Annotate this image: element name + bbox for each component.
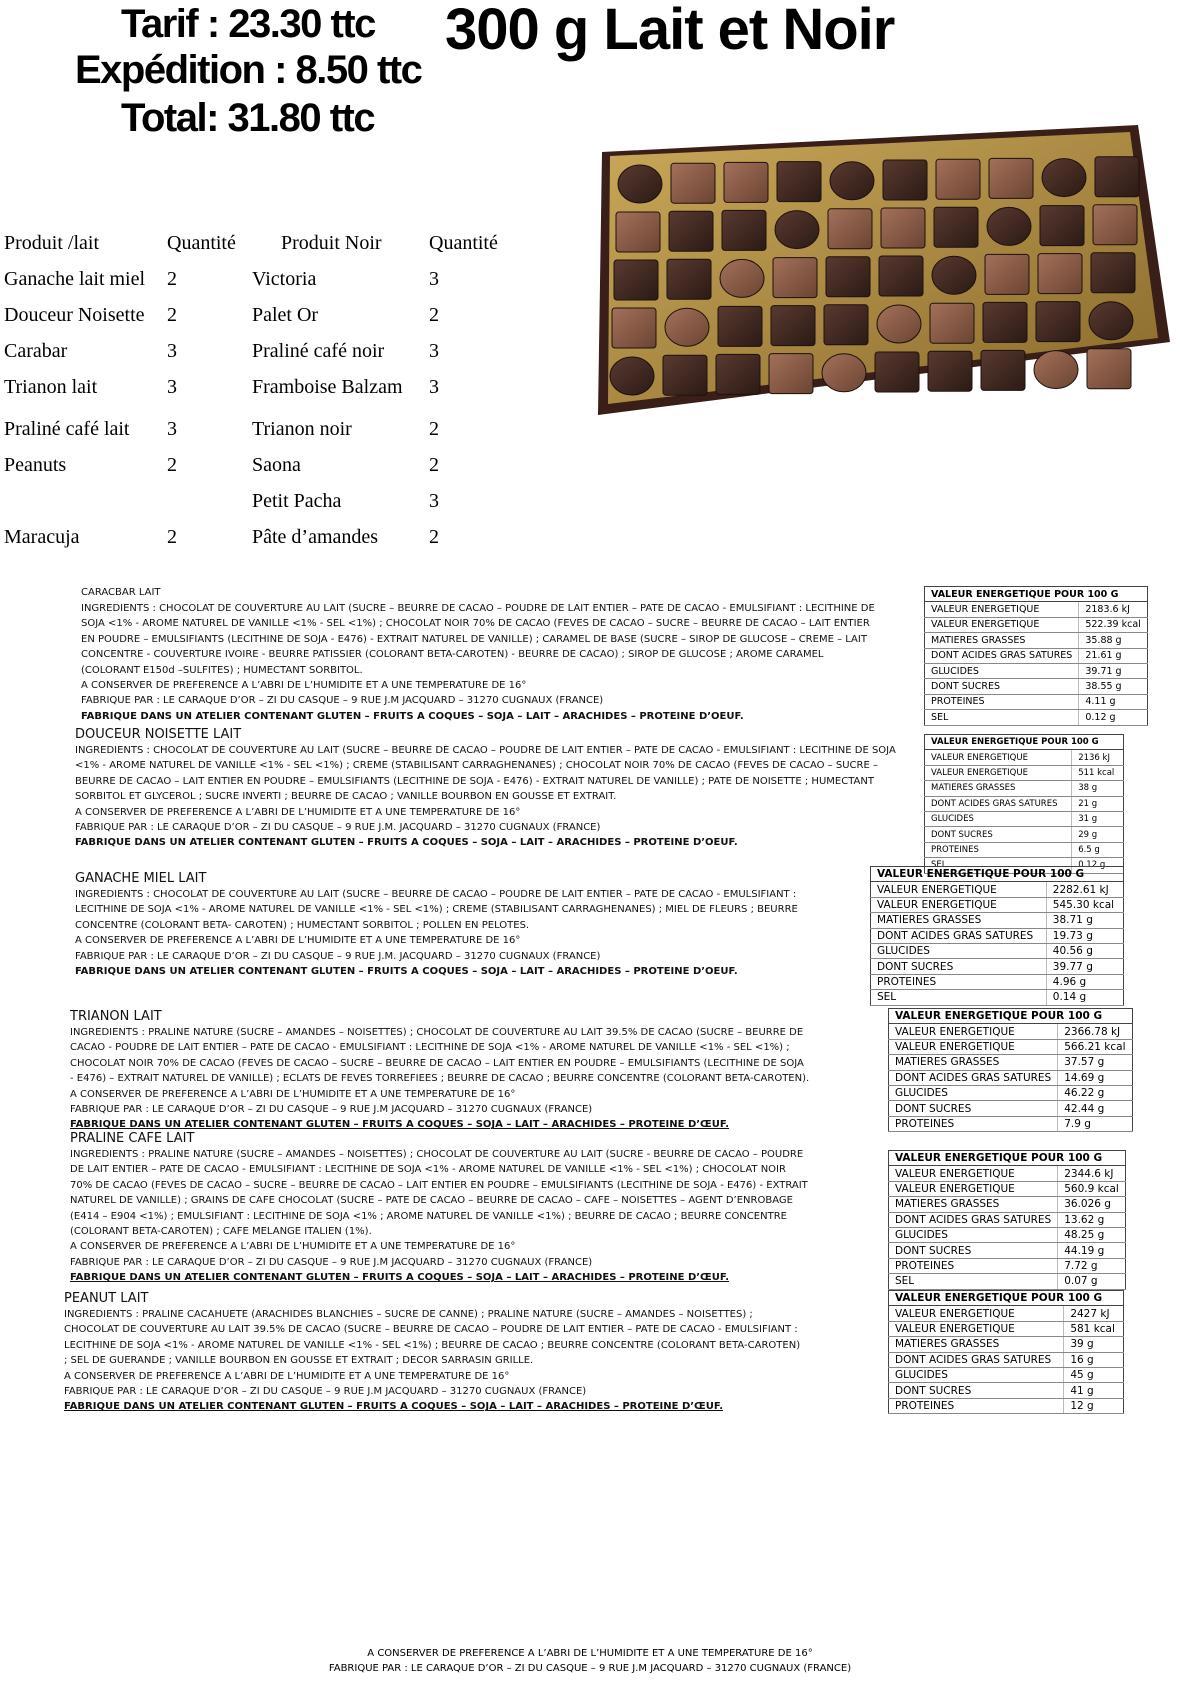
nutrition-row [889,1227,1126,1242]
nutrition-row [889,1383,1124,1398]
block-conserve: A CONSERVER DE PREFERENCE A L’ABRI DE L’HUMIDITE ET A UNE TEMPERATURE DE 16° [75,935,521,947]
nutrition-row [871,882,1124,897]
nutrient-label: VALEUR ENERGETIQUE [925,602,1079,617]
chocolate-piece [718,306,762,346]
nutrition-row [889,1321,1124,1336]
nutrition-row [889,1085,1133,1100]
chocolate-piece [822,354,866,392]
nutrient-value: 7.9 g [1058,1116,1132,1131]
nutrient-label: DONT SUCRES [871,959,1047,974]
nutrient-label: MATIERES GRASSES [889,1337,1064,1352]
chocolate-piece [981,350,1025,390]
nutrition-row [925,663,1148,678]
nutrient-value: 38.55 g [1079,679,1147,694]
nutrition-header [889,1151,1126,1166]
header-produit-noir: Produit Noir [281,232,382,254]
nutrient-label: DONT ACIDES GRAS SATURES [925,796,1072,811]
nutrient-value: 0.07 g [1058,1274,1126,1289]
nutrient-value: 2136 kJ [1072,750,1124,765]
nutrient-label: DONT SUCRES [889,1101,1058,1116]
chocolate-piece [663,355,707,395]
nutrition-row [889,1352,1124,1367]
chocolate-piece [716,354,760,394]
nutrition-row [889,1306,1124,1321]
nutrient-value: 21.61 g [1079,648,1147,663]
noir-qty: 3 [429,376,439,398]
chocolate-piece [671,163,715,203]
nutrient-value: 12 g [1064,1398,1124,1413]
nutrient-value: 35.88 g [1079,633,1147,648]
nutrition-row [925,842,1124,857]
nutrient-value: 0.12 g [1072,858,1124,873]
nutrient-label: MATIERES GRASSES [889,1197,1058,1212]
nutrient-value: 13.62 g [1058,1212,1126,1227]
nutrient-label: PROTEINES [889,1116,1058,1131]
nutrient-value: 31 g [1072,811,1124,826]
nutrition-header-label: VALEUR ENERGETIQUE POUR 100 G [889,1291,1124,1306]
nutrition-header-label: VALEUR ENERGETIQUE POUR 100 G [871,867,1124,882]
block-atelier: FABRIQUE DANS UN ATELIER CONTENANT GLUTEN – FRUITS A COQUES – SOJA – LAIT – ARACHIDES – PROTEINE D’OEUF. [75,966,738,978]
chocolate-piece [614,260,658,300]
block-fabrique: FABRIQUE PAR : LE CARAQUE D’OR – ZI DU CASQUE – 9 RUE J.M JACQUARD – 31270 CUGNAUX (FRANCE) [70,1256,593,1268]
nutrition-row [871,913,1124,928]
nutrient-label: DONT ACIDES GRAS SATURES [889,1352,1064,1367]
chocolate-piece [610,357,654,395]
footer [0,1646,1180,1676]
chocolate-piece [1095,157,1139,197]
nutrition-row [925,811,1124,826]
chocolate-piece [826,257,870,297]
chocolate-piece [669,211,713,251]
nutrient-label: VALEUR ENERGETIQUE [889,1306,1064,1321]
nutrition-row [871,928,1124,943]
nutrition-header [925,735,1124,750]
nutrient-label: VALEUR ENERGETIQUE [925,617,1079,632]
block-title: DOUCEUR NOISETTE LAIT [75,727,242,742]
nutrition-row [889,1367,1124,1382]
trianon-block [70,1008,810,1133]
lait-qty: 3 [167,418,177,440]
chocolate-piece [879,256,923,296]
nutrient-value: 6.5 g [1072,842,1124,857]
footer-conserve: A CONSERVER DE PREFERENCE A L’ABRI DE L’HUMIDITE ET A UNE TEMPERATURE DE 16° [367,1648,813,1659]
noir-qty: 2 [429,304,439,326]
nutrient-label: MATIERES GRASSES [871,913,1047,928]
chocolate-piece [773,258,817,298]
lait-name: Maracuja [4,526,80,548]
nutrient-label: SEL [925,858,1072,873]
block-atelier: FABRIQUE DANS UN ATELIER CONTENANT GLUTEN – FRUITS A COQUES – SOJA – LAIT – ARACHIDES – PROTEINE D’OEUF. [75,837,738,849]
lait-qty: 2 [167,526,177,548]
chocolate-piece [936,159,980,199]
chocolate-piece [1038,254,1082,294]
chocolate-piece [881,208,925,248]
chocolate-piece [987,207,1031,245]
nutrition-table [888,1290,1124,1414]
nutrient-value: 4.11 g [1079,694,1147,709]
lait-name: Ganache lait miel [4,268,146,290]
nutrient-value: 37.57 g [1058,1055,1132,1070]
nutrient-value: 16 g [1064,1352,1124,1367]
nutrition-table [870,866,1124,1006]
chocolate-piece [720,259,764,297]
nutrient-label: VALEUR ENERGETIQUE [889,1166,1058,1181]
nutrition-row [925,633,1148,648]
footer-fabrique: FABRIQUE PAR : LE CARAQUE D’OR – ZI DU CASQUE – 9 RUE J.M JACQUARD – 31270 CUGNAUX (FRANCE) [328,1663,852,1674]
chocolate-piece [1034,351,1078,389]
lait-name: Trianon lait [4,376,98,398]
nutrient-value: 38.71 g [1046,913,1123,928]
noir-name: Petit Pacha [252,490,342,512]
block-title: CARACBAR LAIT [81,587,161,598]
nutrient-label: DONT SUCRES [889,1383,1064,1398]
header-produit-lait: Produit /lait [4,232,99,254]
block-title: TRIANON LAIT [70,1009,162,1024]
nutrient-value: 581 kcal [1064,1321,1124,1336]
chocolate-piece [724,162,768,202]
nutrition-row [889,1070,1133,1085]
nutrient-value: 38 g [1072,781,1124,796]
block-title: GANACHE MIEL LAIT [75,871,207,886]
chocolate-piece [722,210,766,250]
nutrient-value: 545.30 kcal [1046,897,1123,912]
nutrient-label: VALEUR ENERGETIQUE [889,1181,1058,1196]
nutrient-label: MATIERES GRASSES [889,1055,1058,1070]
chocolate-piece [1087,349,1131,389]
nutrient-label: GLUCIDES [889,1085,1058,1100]
chocolate-piece [1042,159,1086,197]
nutrient-value: 0.12 g [1079,710,1147,725]
lait-name: Douceur Noisette [4,304,145,326]
nutrition-header-label: VALEUR ENERGETIQUE POUR 100 G [925,735,1124,750]
nutrient-label: PROTEINES [925,842,1072,857]
nutrient-value: 39.77 g [1046,959,1123,974]
chocolate-piece [877,305,921,343]
block-atelier: FABRIQUE DANS UN ATELIER CONTENANT GLUTEN – FRUITS A COQUES – SOJA – LAIT – ARACHIDES – PROTEINE D’ŒUF. [70,1272,729,1284]
nutrient-label: GLUCIDES [889,1367,1064,1382]
chocolate-piece [777,162,821,202]
nutrition-table [888,1150,1126,1290]
noir-name: Palet Or [252,304,319,326]
nutrition-header [889,1291,1124,1306]
nutrient-label: GLUCIDES [871,943,1047,958]
carabar-block [81,584,881,724]
nutrient-label: GLUCIDES [925,811,1072,826]
total-line: Total: 31.80 ttc [121,96,375,140]
nutrition-row [889,1101,1133,1116]
chocolate-piece [1089,302,1133,340]
nutrition-row [871,943,1124,958]
noir-qty: 3 [429,340,439,362]
chocolate-piece [1091,253,1135,293]
nutrition-table [924,734,1124,874]
block-ingredients: INGREDIENTS : CHOCOLAT DE COUVERTURE AU LAIT (SUCRE – BEURRE DE CACAO – POUDRE DE LAIT ENTIER – PATE DE CACAO - EMULSIFIANT : LECITHINE DE SOJA <1% - AROME NATUREL DE VANILLE <1% - SEL <1%) ; CHOCOLAT NOIR 70% DE CACAO (FEVES DE CACAO – SUCRE – BEURRE DE CACAO – LAIT ENTIER EN POUDRE – EMULSIFIANTS (LECITHINE DE SOJA - E476) - EXTRAIT NATUREL DE VANILLE) ; CARAMEL DE BASE (SUCRE – SIROP DE GLUCOSE – CREME – LAIT CONCENTRE - COUVERTURE IVOIRE - BEURRE PATISSIER (COLORANT BETA-CAROTEN) - BEURRE DE CACAO) ; SIROP DE GLUCOSE ; AROME CARAMEL (COLORANT E150d –SULFITES) ; HUMECTANT SORBITOL. [81,603,875,676]
nutrient-value: 29 g [1072,827,1124,842]
chocolate-piece [775,211,819,249]
nutrition-row [889,1181,1126,1196]
nutrition-header-label: VALEUR ENERGETIQUE POUR 100 G [889,1009,1133,1024]
tarif-line: Tarif : 23.30 ttc [121,2,375,46]
lait-qty: 2 [167,268,177,290]
chocolate-piece [769,354,813,394]
block-fabrique: FABRIQUE PAR : LE CARAQUE D’OR – ZI DU CASQUE – 9 RUE J.M. JACQUARD – 31270 CUGNAUX (FRANCE) [75,950,601,962]
nutrition-row [889,1166,1126,1181]
nutrient-label: DONT SUCRES [925,679,1079,694]
nutrient-label: SEL [925,710,1079,725]
lait-name: Peanuts [4,454,67,476]
nutrient-value: 566.21 kcal [1058,1039,1132,1054]
nutrition-row [925,827,1124,842]
chocolate-piece [875,352,919,392]
lait-name: Praliné café lait [4,418,130,440]
chocolate-piece [667,259,711,299]
nutrition-header [871,867,1124,882]
nutrition-row [925,617,1148,632]
nutrient-label: SEL [889,1274,1058,1289]
nutrient-label: VALEUR ENERGETIQUE [871,897,1047,912]
nutrient-value: 2427 kJ [1064,1306,1124,1321]
peanut-block [64,1290,804,1415]
lait-qty: 2 [167,304,177,326]
nutrition-row [925,796,1124,811]
nutrient-value: 39 g [1064,1337,1124,1352]
chocolate-piece [1040,206,1084,246]
nutrition-header-label: VALEUR ENERGETIQUE POUR 100 G [889,1151,1126,1166]
block-conserve: A CONSERVER DE PREFERENCE A L’ABRI DE L’HUMIDITE ET A UNE TEMPERATURE DE 16° [70,1088,516,1100]
nutrient-label: GLUCIDES [889,1227,1058,1242]
chocolate-piece [824,305,868,345]
nutrition-row [925,781,1124,796]
chocolate-piece [771,306,815,346]
nutrition-row [889,1116,1133,1131]
nutrition-header [925,587,1148,602]
praline-block [70,1130,810,1286]
block-fabrique: FABRIQUE PAR : LE CARAQUE D’OR – ZI DU CASQUE – 9 RUE J.M JACQUARD – 31270 CUGNAUX (FRANCE) [64,1386,587,1398]
nutrient-value: 14.69 g [1058,1070,1132,1085]
nutrition-row [889,1197,1126,1212]
block-conserve: A CONSERVER DE PREFERENCE A L’ABRI DE L’HUMIDITE ET A UNE TEMPERATURE DE 16° [81,680,527,692]
noir-name: Pâte d’amandes [252,526,379,548]
page-title: 300 g Lait et Noir [445,0,895,62]
nutrition-header [889,1009,1133,1024]
block-atelier: FABRIQUE DANS UN ATELIER CONTENANT GLUTEN – FRUITS A COQUES – SOJA – LAIT – ARACHIDES – PROTEINE D’ŒUF. [64,1401,723,1413]
header-quantite-noir: Quantité [429,232,498,254]
nutrition-row [889,1243,1126,1258]
nutrient-label: PROTEINES [871,974,1047,989]
nutrition-row [871,959,1124,974]
block-atelier: FABRIQUE DANS UN ATELIER CONTENANT GLUTEN – FRUITS A COQUES – SOJA – LAIT – ARACHIDES – PROTEINE D’OEUF. [81,710,744,722]
block-conserve: A CONSERVER DE PREFERENCE A L’ABRI DE L’HUMIDITE ET A UNE TEMPERATURE DE 16° [64,1370,510,1382]
chocolate-piece [1036,302,1080,342]
header-quantite-lait: Quantité [167,232,236,254]
lait-qty: 2 [167,454,177,476]
nutrient-value: 21 g [1072,796,1124,811]
noir-name: Praliné café noir [252,340,385,362]
chocolate-piece [616,212,660,252]
nutrition-row [889,1274,1126,1289]
nutrient-label: VALEUR ENERGETIQUE [889,1039,1058,1054]
chocolate-piece [928,351,972,391]
nutrition-row [889,1055,1133,1070]
nutrition-row [925,710,1148,725]
block-fabrique: FABRIQUE PAR : LE CARAQUE D’OR – ZI DU CASQUE – 9 RUE J.M JACQUARD – 31270 CUGNAUX (FRANCE) [70,1104,593,1116]
noir-name: Trianon noir [252,418,352,440]
block-ingredients: INGREDIENTS : PRALINE CACAHUETE (ARACHIDES BLANCHIES – SUCRE DE CANNE) ; PRALINE NATURE (SUCRE – AMANDES – NOISETTES) ; CHOCOLAT DE COUVERTURE AU LAIT 39.5% DE CACAO (SUCRE – BEURRE DE CACAO – POUDRE DE LAIT ENTIER – PATE DE CACAO - EMULSIFIANT : LECITHINE DE SOJA <1% - AROME NATUREL DE VANILLE <1% - SEL <1%) ; BEURRE DE CACAO ; BEURRE CONCENTRE (COLORANT BETA-CAROTEN) ; SEL DE GUERANDE ; VANILLE BOURBON EN GOUSSE ET EXTRAIT ; DECOR SARRASIN GRILLE. [64,1309,801,1367]
nutrition-row [925,765,1124,780]
chocolate-piece [985,254,1029,294]
block-atelier: FABRIQUE DANS UN ATELIER CONTENANT GLUTEN – FRUITS A COQUES – SOJA – LAIT – ARACHIDES – PROTEINE D’ŒUF. [70,1119,729,1131]
block-conserve: A CONSERVER DE PREFERENCE A L’ABRI DE L’HUMIDITE ET A UNE TEMPERATURE DE 16° [70,1241,516,1253]
nutrient-value: 7.72 g [1058,1258,1126,1273]
chocolate-piece [930,303,974,343]
block-ingredients: INGREDIENTS : CHOCOLAT DE COUVERTURE AU LAIT (SUCRE – BEURRE DE CACAO – POUDRE DE LAIT ENTIER – PATE DE CACAO - EMULSIFIANT : LECITHINE DE SOJA <1% - AROME NATUREL DE VANILLE <1% - SEL <1%) ; CREME (STABILISANT CARRAGHENANES) ; CHOCOLAT NOIR 70% DE CACAO (FEVES DE CACAO – SUCRE – BEURRE DE CACAO – LAIT ENTIER EN POUDRE – EMULSIFIANTS (LECITHINE DE SOJA - E476) - EXTRAIT NATUREL DE VANILLE) ; PATE DE NOISETTE ; HUMECTANT SORBITOL ET GLYCEROL ; SUCRE INVERTI ; BEURRE DE CACAO ; VANILLE BOURBON EN GOUSSE ET EXTRAIT. [75,745,896,803]
nutrient-value: 46.22 g [1058,1085,1132,1100]
block-title: PEANUT LAIT [64,1291,149,1306]
nutrition-row [889,1024,1133,1039]
noir-qty: 3 [429,490,439,512]
nutrient-value: 2282.61 kJ [1046,882,1123,897]
chocolate-piece [989,158,1033,198]
nutrient-label: PROTEINES [889,1398,1064,1413]
block-fabrique: FABRIQUE PAR : LE CARAQUE D’OR – ZI DU CASQUE – 9 RUE J.M JACQUARD – 31270 CUGNAUX (FRANCE) [81,695,604,707]
nutrient-label: DONT ACIDES GRAS SATURES [925,648,1079,663]
chocolate-piece [883,160,927,200]
noir-qty: 2 [429,454,439,476]
nutrient-label: PROTEINES [889,1258,1058,1273]
nutrient-label: DONT ACIDES GRAS SATURES [889,1070,1058,1085]
nutrition-row [889,1212,1126,1227]
nutrient-label: VALEUR ENERGETIQUE [925,765,1072,780]
nutrition-row [925,750,1124,765]
nutrient-value: 48.25 g [1058,1227,1126,1242]
block-ingredients: INGREDIENTS : CHOCOLAT DE COUVERTURE AU LAIT (SUCRE – BEURRE DE CACAO – POUDRE DE LAIT ENTIER – PATE DE CACAO - EMULSIFIANT : LECITHINE DE SOJA <1% - AROME NATUREL DE VANILLE <1% - SEL <1%) ; CREME (STABILISANT CARRAGHENANES) ; MIEL DE FLEURS ; BEURRE CONCENTRE (COLORANT BETA- CAROTEN) ; HUMECTANT SORBITOL ; POLLEN EN PELOTES. [75,889,798,931]
nutrient-value: 41 g [1064,1383,1124,1398]
nutrient-value: 522.39 kcal [1079,617,1147,632]
nutrient-value: 511 kcal [1072,765,1124,780]
nutrient-value: 2183.6 kJ [1079,602,1147,617]
chocolate-piece [932,256,976,294]
nutrition-row [925,602,1148,617]
nutrition-table [924,586,1148,726]
nutrient-value: 2366.78 kJ [1058,1024,1132,1039]
nutrient-label: DONT ACIDES GRAS SATURES [889,1212,1058,1227]
block-ingredients: INGREDIENTS : PRALINE NATURE (SUCRE – AMANDES – NOISETTES) ; CHOCOLAT DE COUVERTURE AU LAIT 39.5% DE CACAO (SUCRE – BEURRE DE CACAO - POUDRE DE LAIT ENTIER – PATE DE CACAO - EMULSIFIANT : LECITHINE DE SOJA <1% - AROME NATUREL DE VANILLE <1% - SEL <1%) ; CHOCOLAT NOIR 70% DE CACAO (FEVES DE CACAO – SUCRE – BEURRE DE CACAO – LAIT ENTIER EN POUDRE – EMULSIFIANTS (LECITHINE DE SOJA - E476) – EXTRAIT NATUREL DE VANILLE) ; ECLATS DE FEVES TORREFIEES ; BEURRE DE CACAO ; BEURRE CONCENTRE (COLORANT BETA-CAROTEN). [70,1027,810,1085]
nutrient-label: DONT ACIDES GRAS SATURES [871,928,1047,943]
block-conserve: A CONSERVER DE PREFERENCE A L’ABRI DE L’HUMIDITE ET A UNE TEMPERATURE DE 16° [75,806,521,818]
nutrient-value: 45 g [1064,1367,1124,1382]
chocolate-piece [612,308,656,348]
nutrient-value: 2344.6 kJ [1058,1166,1126,1181]
noir-name: Framboise Balzam [252,376,403,398]
nutrition-row [871,897,1124,912]
block-title: PRALINE CAFE LAIT [70,1131,195,1146]
nutrient-label: DONT SUCRES [889,1243,1058,1258]
chocolate-box-photo [590,120,1175,450]
nutrient-label: VALEUR ENERGETIQUE [889,1321,1064,1336]
nutrition-row [889,1337,1124,1352]
noir-qty: 3 [429,268,439,290]
noir-name: Victoria [252,268,317,290]
nutrient-label: SEL [871,990,1047,1005]
block-fabrique: FABRIQUE PAR : LE CARAQUE D’OR – ZI DU CASQUE – 9 RUE J.M. JACQUARD – 31270 CUGNAUX (FRANCE) [75,822,601,834]
nutrient-value: 0.14 g [1046,990,1123,1005]
nutrition-row [925,694,1148,709]
douceur-block [75,726,905,851]
nutrition-row [871,974,1124,989]
lait-qty: 3 [167,376,177,398]
noir-qty: 2 [429,526,439,548]
noir-qty: 2 [429,418,439,440]
nutrient-value: 4.96 g [1046,974,1123,989]
nutrient-label: GLUCIDES [925,663,1079,678]
nutrient-label: PROTEINES [925,694,1079,709]
lait-name: Carabar [4,340,68,362]
nutrient-value: 19.73 g [1046,928,1123,943]
block-ingredients: INGREDIENTS : PRALINE NATURE (SUCRE – AMANDES – NOISETTES) ; CHOCOLAT DE COUVERTURE AU LAIT (SUCRE - BEURRE DE CACAO – POUDRE DE LAIT ENTIER – PATE DE CACAO - EMULSIFIANT : LECITHINE DE SOJA <1% - AROME NATUREL DE VANILLE <1% - SEL <1%) ; CHOCOLAT NOIR 70% DE CACAO (FEVES DE CACAO – SUCRE – BEURRE DE CACAO – LAIT ENTIER EN POUDRE – EMULSIFIANTS (LECITHINE DE SOJA - E476) - EXTRAIT NATUREL DE VANILLE) ; GRAINS DE CAFE CHOCOLAT (SUCRE – PATE DE CACAO – BEURRE DE CACAO – CAFE – NOISETTES – AGENT D’ENROBAGE (E414 – E904 <1%) ; EMULSIFIANT : LECITHINE DE SOJA <1% ; AROME NATUREL DE VANILLE <1%) ; BEURRE DE CACAO ; BEURRE CONCENTRE (COLORANT BETA-CAROTEN) ; CAFE MELANGE ITALIEN (1%). [70,1149,808,1238]
nutrient-value: 44.19 g [1058,1243,1126,1258]
nutrient-value: 40.56 g [1046,943,1123,958]
chocolate-piece [983,302,1027,342]
nutrient-label: VALEUR ENERGETIQUE [925,750,1072,765]
nutrition-row [871,990,1124,1005]
chocolate-piece [665,308,709,346]
nutrition-row [889,1258,1126,1273]
expedition-line: Expédition : 8.50 ttc [75,48,422,92]
chocolate-piece [828,209,872,249]
nutrient-label: VALEUR ENERGETIQUE [889,1024,1058,1039]
lait-qty: 3 [167,340,177,362]
ganache-block [75,870,815,979]
chocolate-piece [830,162,874,200]
nutrition-row [889,1039,1133,1054]
nutrient-value: 39.71 g [1079,663,1147,678]
nutrition-header-label: VALEUR ENERGETIQUE POUR 100 G [925,587,1148,602]
chocolate-piece [1093,205,1137,245]
chocolate-piece [934,207,978,247]
chocolate-piece [618,165,662,203]
nutrition-row [925,648,1148,663]
nutrient-value: 36.026 g [1058,1197,1126,1212]
nutrition-row [889,1398,1124,1413]
nutrition-table [888,1008,1133,1132]
nutrient-label: DONT SUCRES [925,827,1072,842]
nutrient-label: MATIERES GRASSES [925,633,1079,648]
nutrient-value: 42.44 g [1058,1101,1132,1116]
noir-name: Saona [252,454,301,476]
nutrient-label: VALEUR ENERGETIQUE [871,882,1047,897]
nutrition-row [925,679,1148,694]
nutrient-value: 560.9 kcal [1058,1181,1126,1196]
nutrient-label: MATIERES GRASSES [925,781,1072,796]
